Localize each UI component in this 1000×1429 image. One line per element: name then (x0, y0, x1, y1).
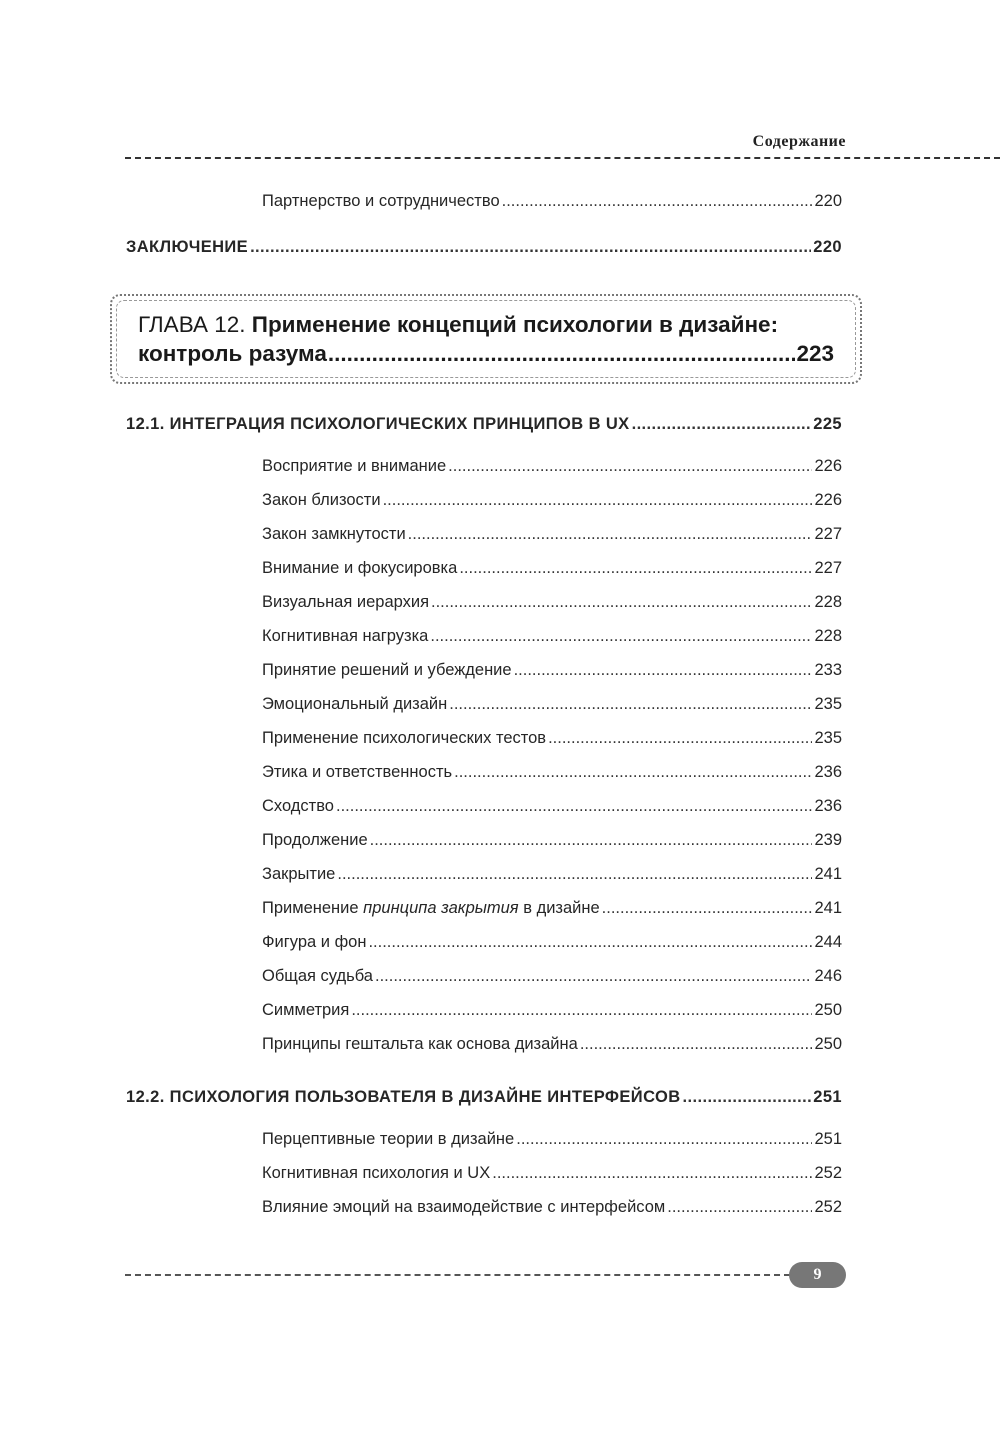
toc-entry[interactable] (262, 865, 842, 884)
toc-entry-page: 239 (814, 831, 842, 849)
toc-entry[interactable] (262, 192, 842, 211)
toc-entry-page: 252 (814, 1198, 842, 1216)
leader-dots (459, 559, 812, 578)
toc-entry-title: Внимание и фокусировка (262, 559, 458, 577)
toc-entry-title-post: в дизайне (518, 899, 600, 917)
toc-entry-page: 250 (814, 1001, 842, 1019)
leader-dots (548, 729, 812, 748)
toc-section-title: 12.1. ИНТЕГРАЦИЯ ПСИХОЛОГИЧЕСКИХ ПРИНЦИПОВ В UX (126, 415, 630, 433)
toc-entry-title: Продолжение (262, 831, 368, 849)
toc-entry-page: 251 (814, 1130, 842, 1148)
toc-section-12-1[interactable] (126, 415, 842, 434)
toc-entry-title: Этика и ответственность (262, 763, 453, 781)
toc-entry-page: 227 (814, 525, 842, 543)
toc-entry-page: 226 (814, 491, 842, 509)
toc-entry[interactable] (262, 967, 842, 986)
leader-dots (683, 1088, 812, 1107)
toc-entry-title: Визуальная иерархия (262, 593, 430, 611)
toc-entry-page: 250 (814, 1035, 842, 1053)
toc-entry-title: Сходство (262, 797, 334, 815)
toc-entry[interactable] (262, 1130, 842, 1149)
running-header: Содержание (752, 133, 846, 150)
toc-entry-page: 241 (814, 865, 842, 883)
toc-entry[interactable] (262, 831, 842, 850)
toc-entry-page: 228 (814, 627, 842, 645)
toc-entry-page: 226 (814, 457, 842, 475)
toc-section-title: ЗАКЛЮЧЕНИЕ (126, 238, 249, 256)
toc-entry-title: Фигура и фон (262, 933, 367, 951)
toc-section-page: 220 (813, 238, 842, 256)
toc-entry-title: Восприятие и внимание (262, 457, 447, 475)
leader-dots (516, 1130, 812, 1149)
toc-entry-title: Принятие решений и убеждение (262, 661, 512, 679)
leader-dots (431, 593, 812, 612)
leader-dots (454, 763, 812, 782)
toc-entry-title: Принципы гештальта как основа дизайна (262, 1035, 578, 1053)
leader-dots (667, 1198, 812, 1217)
toc-entry-title: Влияние эмоций на взаимодействие с интерфейсом (262, 1198, 666, 1216)
toc-entry[interactable] (262, 627, 842, 646)
leader-dots (408, 525, 813, 544)
toc-entry-page: 233 (814, 661, 842, 679)
toc-entry-title: Закрытие (262, 865, 336, 883)
leader-dots (336, 797, 812, 816)
leader-dots (514, 661, 813, 680)
toc-entry-title: Закон близости (262, 491, 381, 509)
header-divider (125, 157, 1000, 159)
leader-dots (580, 1035, 813, 1054)
toc-entry-title-pre: Применение (262, 899, 364, 917)
toc-entry[interactable] (262, 763, 842, 782)
toc-entry-page: 236 (814, 797, 842, 815)
toc-entry-page: 228 (814, 593, 842, 611)
leader-dots (337, 865, 812, 884)
toc-entry-page: 241 (814, 899, 842, 917)
toc-entry-title-italic: принципа закрытия (363, 899, 519, 917)
toc-conclusion[interactable] (126, 238, 842, 257)
footer-divider (125, 1274, 790, 1276)
toc-entry-title (262, 899, 600, 918)
toc-entry-title: Закон замкнутости (262, 525, 406, 543)
chapter-title-part2: контроль разума (138, 341, 327, 366)
toc-entry-page: 236 (814, 763, 842, 781)
toc-entry-title: Эмоциональный дизайн (262, 695, 448, 713)
leader-dots (430, 627, 812, 646)
toc-entry[interactable] (262, 491, 842, 510)
toc-entry-page: 244 (814, 933, 842, 951)
leader-dots (351, 1001, 812, 1020)
toc-entry[interactable] (262, 695, 842, 714)
leader-dots (448, 457, 812, 476)
leader-dots (502, 192, 813, 211)
chapter-label: ГЛАВА 12. (138, 312, 246, 337)
toc-entry-title: Партнерство и сотрудничество (262, 192, 500, 210)
toc-section-12-2[interactable] (126, 1088, 842, 1107)
leader-dots (632, 415, 812, 434)
toc-entry[interactable] (262, 525, 842, 544)
toc-section-page: 225 (813, 415, 842, 433)
chapter-heading-line1[interactable] (138, 312, 778, 338)
leader-dots (492, 1164, 812, 1183)
toc-entry[interactable] (262, 1198, 842, 1217)
chapter-heading-line2[interactable] (138, 341, 834, 367)
chapter-frame (110, 294, 862, 384)
toc-entry-page: 227 (814, 559, 842, 577)
page-number-badge: 9 (789, 1262, 846, 1288)
toc-entry[interactable] (262, 797, 842, 816)
toc-section-title: 12.2. ПСИХОЛОГИЯ ПОЛЬЗОВАТЕЛЯ В ДИЗАЙНЕ ИНТЕРФЕЙСОВ (126, 1088, 681, 1106)
toc-entry-page: 246 (814, 967, 842, 985)
toc-entry-page: 220 (814, 192, 842, 210)
leader-dots (449, 695, 812, 714)
toc-entry-page: 235 (814, 729, 842, 747)
toc-entry[interactable] (262, 729, 842, 748)
leader-dots (368, 933, 812, 952)
toc-entry[interactable] (262, 559, 842, 578)
toc-entry[interactable] (262, 933, 842, 952)
leader-dots (383, 491, 813, 510)
toc-entry[interactable] (262, 661, 842, 680)
toc-entry-title: Симметрия (262, 1001, 350, 1019)
chapter-page: 223 (796, 341, 834, 366)
toc-entry[interactable] (262, 593, 842, 612)
toc-entry[interactable] (262, 899, 842, 918)
toc-entry-page: 235 (814, 695, 842, 713)
leader-dots (375, 967, 812, 986)
toc-entry[interactable] (262, 457, 842, 476)
toc-section-page: 251 (813, 1088, 842, 1106)
toc-entry-title: Когнитивная нагрузка (262, 627, 429, 645)
toc-entry-page: 252 (814, 1164, 842, 1182)
toc-entry-title: Перцептивные теории в дизайне (262, 1130, 515, 1148)
leader-dots (602, 899, 813, 918)
leader-dots (328, 341, 796, 367)
toc-entry[interactable] (262, 1001, 842, 1020)
toc-entry-title: Когнитивная психология и UX (262, 1164, 491, 1182)
toc-entry[interactable] (262, 1164, 842, 1183)
leader-dots (370, 831, 813, 850)
toc-entry[interactable] (262, 1035, 842, 1054)
toc-entry-title: Общая судьба (262, 967, 373, 985)
leader-dots (250, 238, 811, 257)
toc-entry-title: Применение психологических тестов (262, 729, 547, 747)
chapter-title-part1: Применение концепций психологии в дизайне: (251, 312, 779, 337)
